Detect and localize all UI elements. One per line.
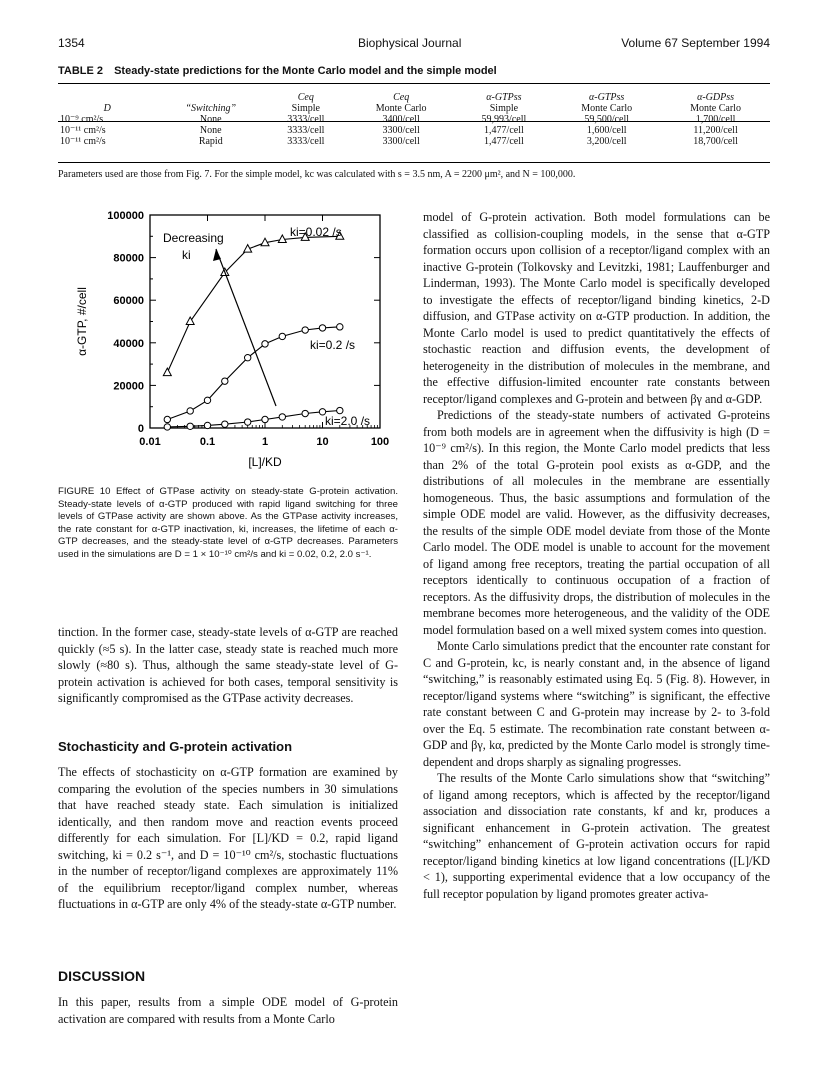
y-tick-label: 80000 <box>113 252 144 265</box>
circle-marker <box>222 378 228 384</box>
circle-marker <box>302 410 308 416</box>
table-cell: None <box>199 125 222 136</box>
table-cell: 1,477/cell <box>484 125 524 136</box>
paragraph: Monte Carlo simulations predict that the encounter rate constant for C and G-protein, kc, is nearly constant and, in the absence of ligand “switching,” is reasonably estimated using Eq. 5 (Fig. 8). However, in receptor/ligand systems where “switching” is significant, the effective rate constant between C and G-protein may increase by 2- to 3-fold over the Eq. 5 estimate. The recombination rate constant between α-GDP and βγ, kα, predicted by the Monte Carlo model is strongly time-dependent and drops sharply as signaling progresses. <box>423 639 770 769</box>
table-row <box>58 136 770 147</box>
table-cell: 3300/cell <box>382 125 420 136</box>
table-cell: 59,993/cell <box>481 114 527 125</box>
figure-caption: FIGURE 10 Effect of GTPase activity on steady-state G-protein activation. Steady-state levels of α-GTP produced with rapid ligand switching for three levels of GTPase activity are shown above. As the GTPase activity increases, the rate constant for α-GTP inactivation, ki, increases, the lifetime of each α-GTP decreases, and the steady-state level of α-GTP decreases. Parameters used in the simulations are D = 1 × 10⁻¹⁰ cm²/s and ki = 0.02, 0.2, 2.0 s⁻¹. <box>58 486 398 560</box>
x-tick-label: 0.01 <box>139 436 161 448</box>
circle-marker <box>262 416 268 422</box>
left-column-bottom <box>58 994 398 1027</box>
volume-info: Volume 67 September 1994 <box>621 36 770 50</box>
table-cell: 3333/cell <box>287 136 325 147</box>
table-note: Parameters used are those from Fig. 7. For the simple model, kc was calculated with s = 3.5 nm, A = 2200 μm², and N = 100,000. <box>58 169 576 180</box>
left-column-top <box>58 624 398 707</box>
table-cell: 10⁻⁹ cm²/s <box>60 114 104 125</box>
table-cell: None <box>199 114 222 125</box>
table-header-2 <box>265 86 347 114</box>
table-cell: 3,200/cell <box>586 136 627 147</box>
table-header-rule <box>58 121 770 122</box>
table-cell: 11,200/cell <box>693 125 738 136</box>
x-tick-label: 1 <box>261 436 269 448</box>
y-tick-label: 0 <box>137 423 144 435</box>
circle-marker <box>244 355 250 361</box>
paragraph: Predictions of the steady-state numbers of activated G-proteins from both models are in agreement when the diffusivity is high (D = 10⁻⁹ cm²/s). In this region, the Monte Carlo model predicts that less than 2% of the total G-protein pool exists as α-GDP, and the distributions of all molecules in the membrane are essentially homogeneous. Thus, the basic assumptions and formulation of the simple ODE model are valid. However, as the diffusivity decreases, the results of the simple ODE model deviate from those of the Monte Carlo model. The ODE model is unable to account for the movement of ligand among free receptors, treating the partial occupation of all receptors identically to continuous occupation of a fraction of receptors. As the diffusivity drops, the distribution of molecules in the membrane becomes more heterogeneous, and the validity of the ODE model formulation based on a well mixed system comes into question. <box>423 408 770 637</box>
paragraph: model of G-protein activation. Both model formulations can be classified as collision-coupling models, in the sense that α-GTP formation occurs upon collision of a receptor/ligand complex with an inactive G-protein (Tolkovsky and Levitzki, 1981; Lauffenburger and Linderman, 1993). The Monte Carlo model is specifically developed to investigate the effects of receptor/ligand binding kinetics, 2-D diffusion, and GTPase activity on α-GTP production. In addition, the Monte Carlo model is used to predict quantitatively the effects of stochastic reaction and diffusion events, the development of heterogeneity in the distribution of molecules in the membrane, and the effective diffusion-limited encounter rate constants between receptor/ligand complexes and G-protein and between βγ and α-GDP. <box>423 210 770 406</box>
section-heading-discussion: DISCUSSION <box>58 968 146 984</box>
table-label: TABLE 2 <box>58 65 104 77</box>
y-tick-label: 40000 <box>113 337 144 350</box>
series-label: ki=0.02 /s <box>290 225 342 239</box>
table-header-main: Ceq <box>297 92 314 103</box>
circle-marker <box>302 327 308 333</box>
table-header-sub: Monte Carlo <box>581 103 633 114</box>
table-row <box>58 125 770 136</box>
left-column-middle <box>58 764 398 913</box>
table-cell: 10⁻¹¹ cm²/s <box>60 136 106 147</box>
triangle-marker <box>163 368 171 376</box>
circle-marker <box>164 416 170 422</box>
series-line <box>167 236 339 372</box>
table-header-6 <box>661 86 770 114</box>
y-tick-label: 20000 <box>113 380 144 393</box>
circle-marker <box>187 423 193 429</box>
journal-name: Biophysical Journal <box>358 36 462 50</box>
table-header-1 <box>157 86 265 114</box>
plot-frame <box>150 215 380 428</box>
table-title: Steady-state predictions for the Monte Carlo model and the simple model <box>114 65 497 77</box>
page-number: 1354 <box>58 36 85 50</box>
table-header-sub: Simple <box>489 103 519 114</box>
circle-marker <box>222 421 228 427</box>
table-header-main: D <box>103 103 111 114</box>
table-header-main: Ceq <box>393 92 410 103</box>
table-header-3 <box>347 86 456 114</box>
circle-marker <box>279 414 285 420</box>
x-tick-label: 100 <box>370 436 390 448</box>
table-cell: 10⁻¹¹ cm²/s <box>60 125 106 136</box>
circle-marker <box>262 341 268 347</box>
table-row <box>58 114 770 125</box>
circle-marker <box>337 407 343 413</box>
circle-marker <box>319 325 325 331</box>
x-tick-label: 0.1 <box>199 436 216 448</box>
table-cell: 1,477/cell <box>484 136 524 147</box>
x-tick-label: 10 <box>316 436 329 448</box>
table-header-0 <box>58 86 157 114</box>
paragraph: tinction. In the former case, steady-state levels of α-GTP are reached quickly (≈5 s). In the latter case, steady state is reached much more slowly (≈80 s). Thus, although the same steady-state level of G-protein activation is achieved for both cases, temporal sensitivity is significantly compromised as the GTPase activity decreases. <box>58 625 398 705</box>
table-cell: 1,600/cell <box>586 125 627 136</box>
annotation-text: Decreasing <box>163 231 224 245</box>
circle-marker <box>187 408 193 414</box>
table-header-main: “Switching” <box>185 103 237 114</box>
table-header-sub: Monte Carlo <box>690 103 741 114</box>
series-label: ki=0.2 /s <box>310 338 356 352</box>
circle-marker <box>279 333 285 339</box>
table-cell: 3333/cell <box>287 114 325 125</box>
table-header-main: α-GTPss <box>589 92 625 103</box>
section-heading-stochasticity: Stochasticity and G-protein activation <box>58 739 293 754</box>
table-bottom-rule <box>58 162 770 163</box>
y-tick-label: 100000 <box>107 210 144 222</box>
table-header-4 <box>456 86 553 114</box>
circle-marker <box>204 422 210 428</box>
table-cell: 3300/cell <box>382 136 420 147</box>
y-axis-label: α-GTP, #/cell <box>75 287 89 356</box>
results-table <box>58 86 770 147</box>
table-header-sub: Simple <box>291 103 320 114</box>
table-cell: 18,700/cell <box>693 136 738 147</box>
paragraph: In this paper, results from a simple ODE model of G-protein activation are compared with results from a Monte Carlo <box>58 995 398 1026</box>
table-cell: Rapid <box>198 136 223 147</box>
circle-marker <box>337 324 343 330</box>
table-cell: 1,700/cell <box>695 114 736 125</box>
circle-marker <box>164 424 170 430</box>
paragraph: The results of the Monte Carlo simulations show that “switching” of ligand among receptors, which is affected by the receptor/ligand association and dissociation rate constants, kf and kr, produces a significant enhancement in G-protein activation. The greatest “switching” enhancement of G-protein activation occurs for rapid receptor/ligand binding kinetics at low ligand concentrations ([L]/KD < 1), supporting experimental evidence that a low occupancy of the full receptor population by ligand promotes greater activa- <box>423 771 770 901</box>
table-header-sub: Monte Carlo <box>375 103 427 114</box>
table-cell: 3333/cell <box>287 125 325 136</box>
paragraph: The effects of stochasticity on α-GTP formation are examined by comparing the evolution of the species numbers in 30 simulations that have reached steady state. Each simulation is initialized identically, and then random move and reaction events proceed differently for each simulation. For [L]/KD = 0.2, rapid ligand switching, ki = 0.2 s⁻¹, and D = 10⁻¹⁰ cm²/s, stochastic fluctuations in the number of receptor/ligand complexes are approximately 11% of the equilibrium receptor/ligand complex number, whereas fluctuations in α-GTP are only 4% of the steady-state α-GTP number. <box>58 765 398 911</box>
circle-marker <box>244 419 250 425</box>
table-cell: 59,500/cell <box>584 114 630 125</box>
annotation-text: ki <box>182 248 191 262</box>
figure-10-chart <box>58 200 408 469</box>
table-header-5 <box>552 86 661 114</box>
table-top-rule <box>58 83 770 84</box>
circle-marker <box>204 397 210 403</box>
right-column <box>423 209 770 902</box>
table-header-main: α-GDPss <box>697 92 734 103</box>
table-header-main: α-GTPss <box>486 92 522 103</box>
table-cell: 3400/cell <box>382 114 420 125</box>
y-tick-label: 60000 <box>113 295 144 308</box>
series-label: ki=2.0 /s <box>325 414 371 428</box>
x-axis-label: [L]/KD <box>248 455 282 469</box>
table-caption <box>58 65 497 77</box>
